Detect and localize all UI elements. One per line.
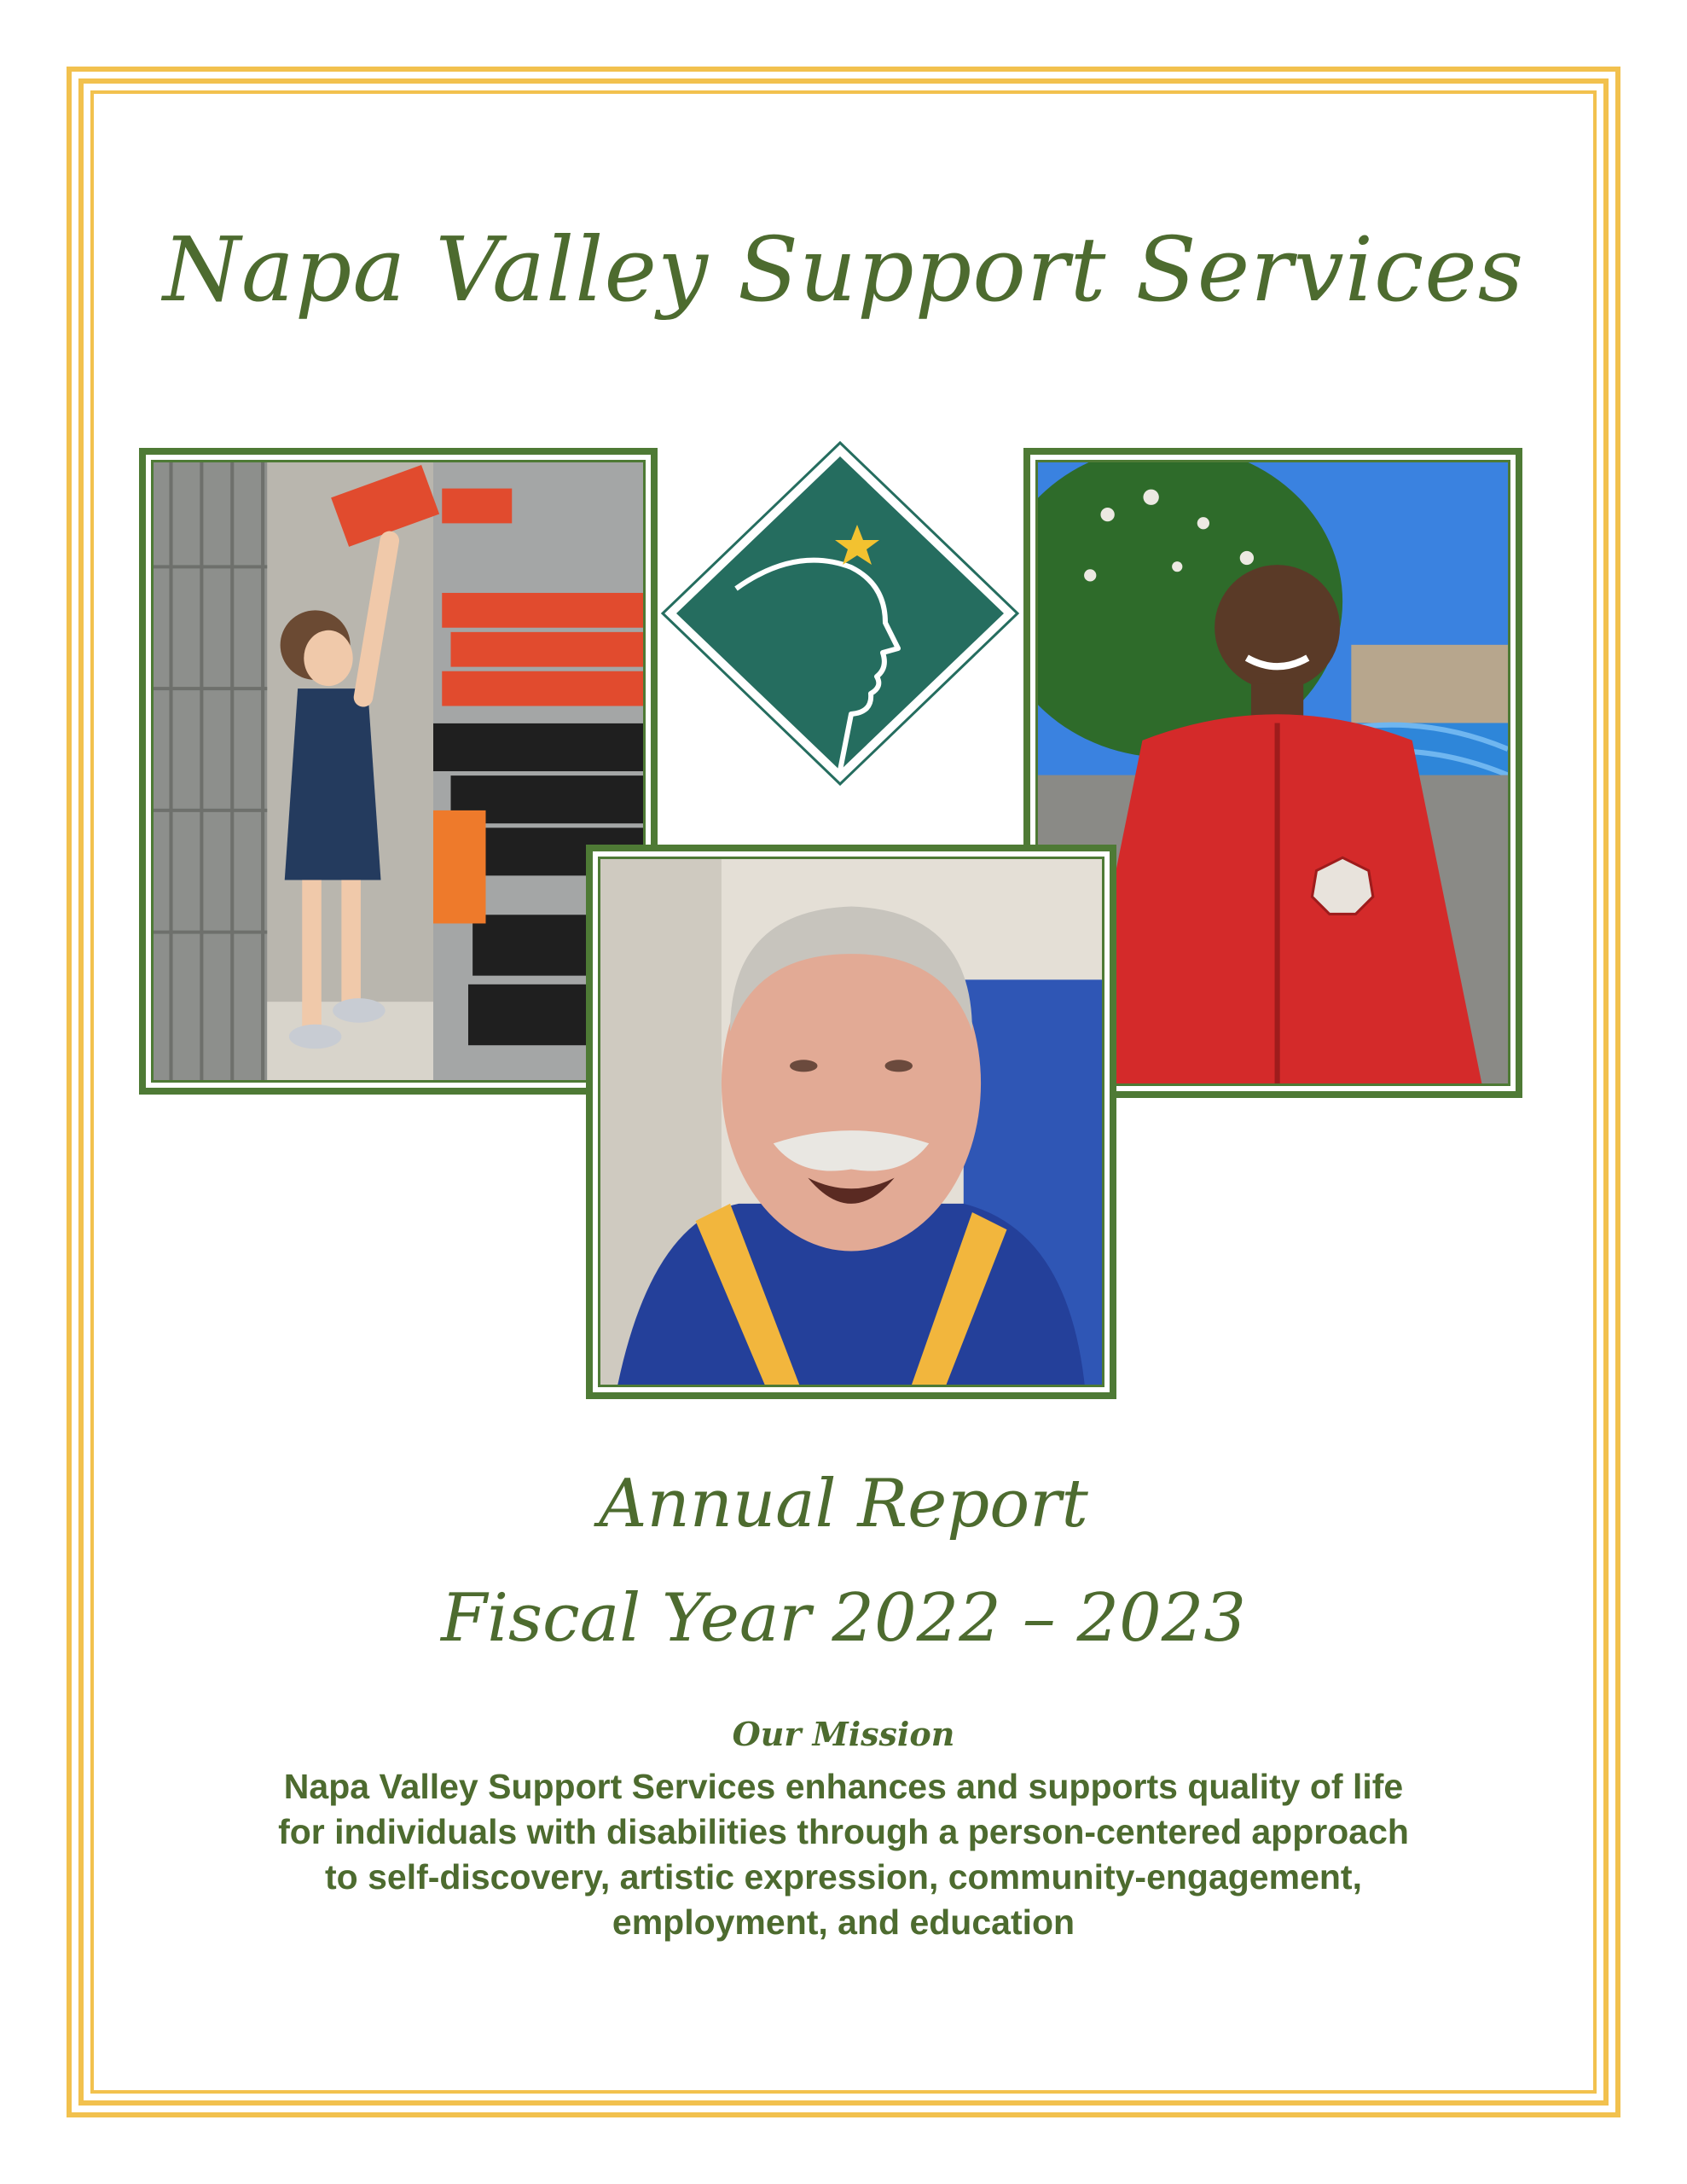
mission-statement <box>171 1764 1516 1945</box>
mission-line: to self-discovery, artistic expression, community-engagement, <box>325 1857 1362 1896</box>
fiscal-year: Fiscal Year 2022 – 2023 <box>440 1580 1247 1657</box>
report-title: Annual Report <box>599 1466 1088 1542</box>
woman-stocking-shoe-boxes-photo <box>151 460 646 1083</box>
mission-line: employment, and education <box>612 1902 1075 1942</box>
mission-heading: Our Mission <box>732 1715 955 1753</box>
photo-frame-left <box>139 448 658 1095</box>
mission-line: for individuals with disabilities through a person-centered approach <box>278 1812 1409 1851</box>
laughing-man-mustache-photo <box>598 857 1104 1387</box>
mission-line: Napa Valley Support Services enhances and supports quality of life <box>283 1767 1404 1806</box>
page-title: Napa Valley Support Services <box>162 218 1525 322</box>
photo-frame-center <box>586 845 1116 1399</box>
diamond-face-star-logo <box>659 439 1021 787</box>
